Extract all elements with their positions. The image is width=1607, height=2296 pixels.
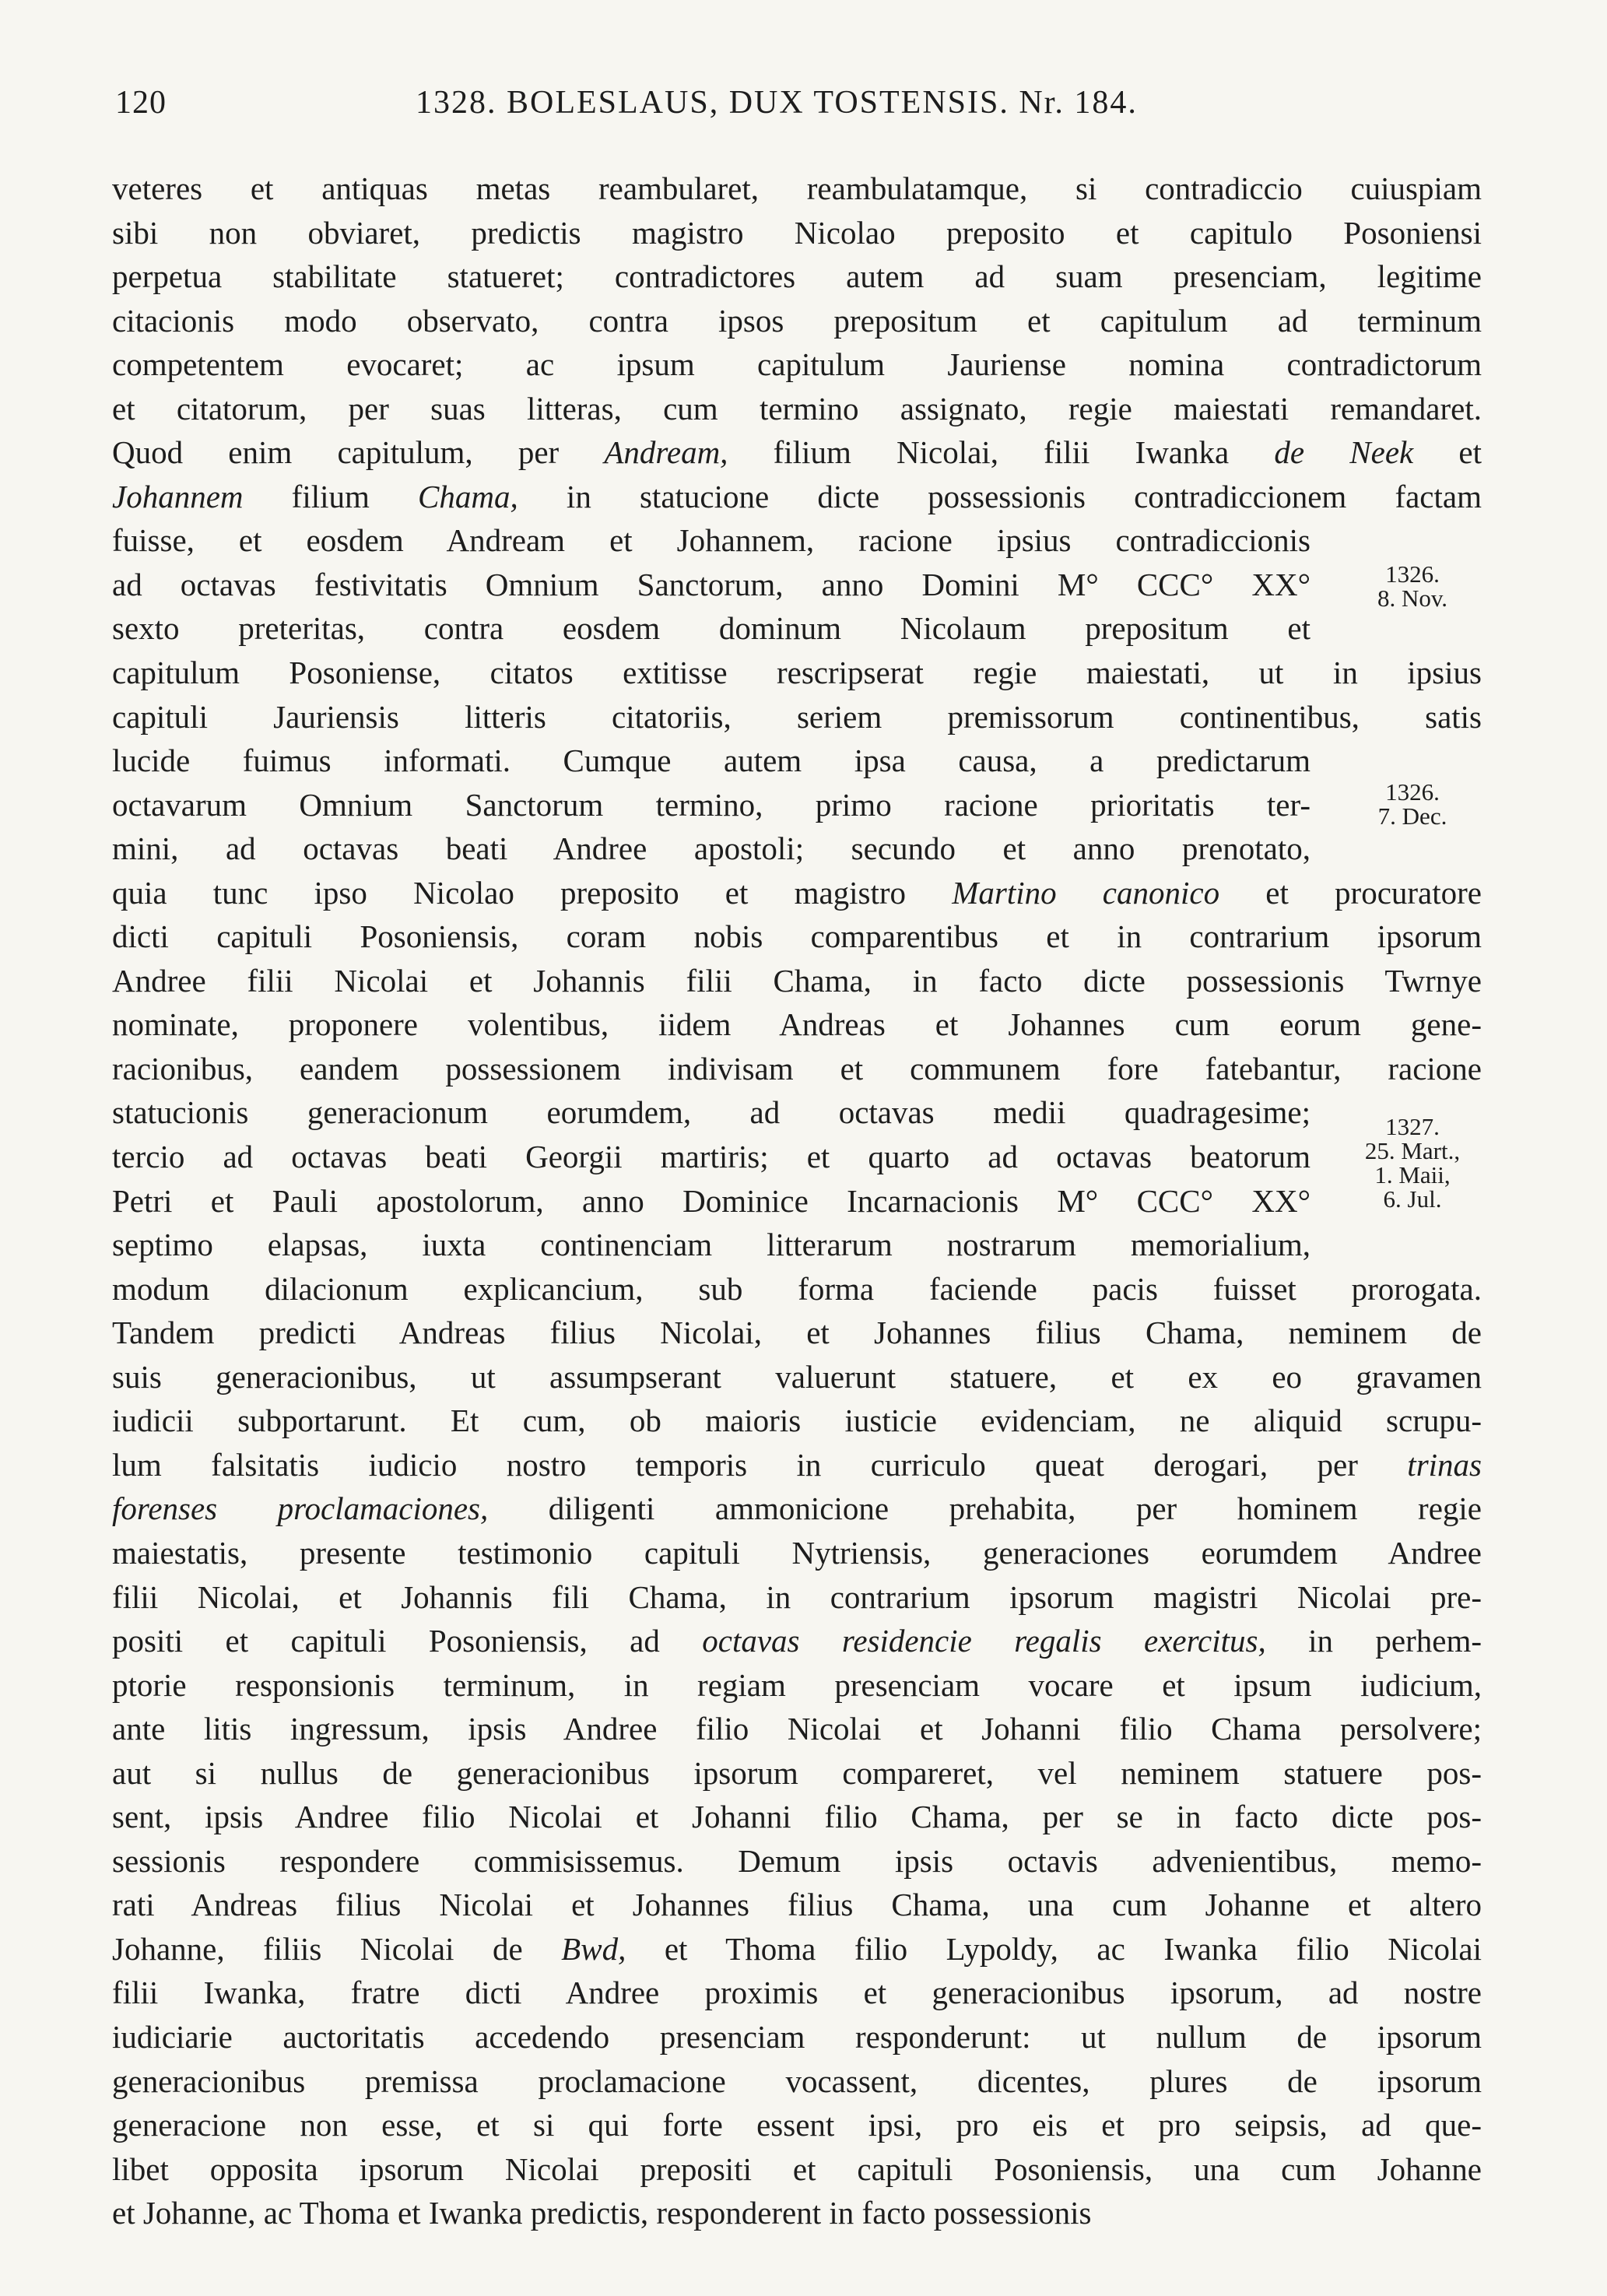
text-segment: veteres et antiquas metas reambularet, reambulatamque, si contradiccio cuiuspiam bbox=[112, 170, 1482, 206]
margin-note-year: 1327. bbox=[1385, 1113, 1440, 1140]
text-segment: sent, ipsis Andree filio Nicolai et Johanni filio Chama, per se in facto dicte pos- bbox=[112, 1799, 1482, 1835]
text-line bbox=[112, 430, 1482, 475]
text-line bbox=[112, 211, 1482, 255]
text-line bbox=[112, 959, 1482, 1003]
italic-name: Johannem bbox=[112, 478, 244, 514]
text-segment: Andree filii Nicolai et Johannis filii Chama, in facto dicte possessionis Twrnye bbox=[112, 962, 1482, 999]
margin-date-note bbox=[1339, 562, 1486, 610]
text-line bbox=[112, 2059, 1482, 2104]
text-line bbox=[112, 827, 1311, 871]
text-segment: filium bbox=[243, 478, 419, 514]
text-segment: aut si nullus de generacionibus ipsorum compareret, vel neminem statuere pos- bbox=[112, 1754, 1482, 1791]
text-segment: in statucione dicte possessionis contradiccionem factam bbox=[518, 478, 1482, 514]
italic-name: Andream, bbox=[604, 434, 728, 471]
text-line bbox=[112, 606, 1311, 651]
margin-note-date: 8. Nov. bbox=[1377, 585, 1448, 612]
text-segment: modum dilacionum explicancium, sub forma faciende pacis fuisset prorogata. bbox=[112, 1270, 1482, 1307]
text-segment: et bbox=[1413, 434, 1482, 471]
text-segment: filii Iwanka, fratre dicti Andree proximis et generacionibus ipsorum, ad nostre bbox=[112, 1975, 1482, 2011]
margin-note-date: 1. Maii, bbox=[1374, 1161, 1451, 1188]
margin-date-note bbox=[1339, 1115, 1486, 1211]
text-line bbox=[112, 1090, 1311, 1135]
text-segment: statucionis generacionum eorumdem, ad octavas medii quadragesime; bbox=[112, 1094, 1311, 1131]
margin-note-date: 7. Dec. bbox=[1377, 802, 1447, 830]
text-segment: et procuratore bbox=[1219, 874, 1482, 911]
text-segment: capituli Jauriensis litteris citatoriis, seriem premissorum continentibus, satis bbox=[112, 698, 1482, 735]
text-segment: iudiciarie auctoritatis accedendo presenciam responderunt: ut nullum de ipsorum bbox=[112, 2018, 1482, 2055]
text-line bbox=[112, 1047, 1482, 1091]
running-head: 1328. BOLESLAUS, DUX TOSTENSIS. Nr. 184. bbox=[416, 85, 1138, 121]
text-line bbox=[112, 1311, 1482, 1355]
text-line bbox=[112, 783, 1311, 827]
text-segment: sessionis respondere commisissemus. Demum ipsis octavis advenientibus, memo- bbox=[112, 1842, 1482, 1879]
margin-note-date: 6. Jul. bbox=[1383, 1185, 1442, 1213]
text-segment: positi et capituli Posoniensis, ad bbox=[112, 1623, 703, 1659]
text-line bbox=[112, 1839, 1482, 1883]
text-line bbox=[112, 651, 1482, 695]
text-segment: Quod enim capitulum, per bbox=[112, 434, 605, 471]
text-line bbox=[112, 255, 1482, 299]
text-line bbox=[112, 1179, 1311, 1223]
text-line bbox=[112, 2147, 1482, 2192]
text-segment: mini, ad octavas beati Andree apostoli; secundo et anno prenotato, bbox=[112, 830, 1311, 867]
text-line bbox=[112, 563, 1311, 607]
text-line bbox=[112, 2103, 1482, 2147]
margin-note-year: 1326. bbox=[1385, 560, 1440, 588]
text-segment: tercio ad octavas beati Georgii martiris; et quarto ad octavas beatorum bbox=[112, 1139, 1311, 1175]
margin-note-date: 25. Mart., bbox=[1364, 1137, 1461, 1164]
text-line bbox=[112, 1575, 1482, 1620]
text-line bbox=[112, 1355, 1482, 1399]
italic-name: octavas residencie regalis exercitus, bbox=[702, 1623, 1266, 1659]
text-line bbox=[112, 1399, 1482, 1443]
italic-name: de Neek bbox=[1274, 434, 1414, 471]
text-segment: in perhem- bbox=[1265, 1623, 1482, 1659]
text-segment: iudicii subportarunt. Et cum, ob maioris iusticie evidenciam, ne aliquid scrupu- bbox=[112, 1403, 1482, 1439]
text-line bbox=[112, 299, 1482, 343]
text-segment: dicti capituli Posoniensis, coram nobis comparentibus et in contrarium ipsorum bbox=[112, 918, 1482, 955]
text-line bbox=[112, 518, 1311, 563]
text-line bbox=[112, 1223, 1311, 1267]
page-header bbox=[0, 84, 1607, 131]
italic-name: trinas bbox=[1407, 1446, 1482, 1483]
text-segment: generacionibus premissa proclamacione vocassent, dicentes, plures de ipsorum bbox=[112, 2063, 1482, 2099]
text-line bbox=[112, 1002, 1482, 1047]
text-line bbox=[112, 1663, 1482, 1708]
text-segment: octavarum Omnium Sanctorum termino, primo racione prioritatis ter- bbox=[112, 786, 1311, 823]
text-segment: citacionis modo observato, contra ipsos prepositum et capitulum ad terminum bbox=[112, 302, 1482, 339]
text-line bbox=[112, 739, 1311, 783]
text-line bbox=[112, 387, 1482, 431]
italic-name: forenses proclamaciones, bbox=[112, 1490, 489, 1527]
text-line bbox=[112, 1619, 1482, 1663]
text-segment: generacione non esse, et si qui forte essent ipsi, pro eis et pro seipsis, ad que- bbox=[112, 2107, 1482, 2143]
text-line bbox=[112, 2015, 1482, 2059]
text-line bbox=[112, 1443, 1482, 1487]
text-segment: et citatorum, per suas litteras, cum termino assignato, regie maiestati remandaret. bbox=[112, 390, 1482, 427]
text-line bbox=[112, 167, 1482, 211]
text-line bbox=[112, 1707, 1482, 1751]
text-segment: competentem evocaret; ac ipsum capitulum Jauriense nomina contradictorum bbox=[112, 346, 1482, 383]
text-segment: diligenti ammonicione prehabita, per hominem regie bbox=[488, 1490, 1482, 1527]
text-segment: ante litis ingressum, ipsis Andree filio Nicolai et Johanni filio Chama persolvere; bbox=[112, 1711, 1482, 1747]
text-segment: quia tunc ipso Nicolao preposito et magistro bbox=[112, 874, 953, 911]
text-segment: ptorie responsionis terminum, in regiam presenciam vocare et ipsum iudicium, bbox=[112, 1666, 1482, 1703]
text-segment: Johanne, filiis Nicolai de bbox=[112, 1930, 562, 1967]
italic-name: Bwd, bbox=[561, 1930, 626, 1967]
text-line bbox=[112, 1135, 1311, 1179]
text-line bbox=[112, 2191, 1482, 2235]
text-line bbox=[112, 475, 1482, 519]
text-segment: septimo elapsas, iuxta continenciam litterarum nostrarum memorialium, bbox=[112, 1227, 1311, 1263]
text-segment: nominate, proponere volentibus, iidem Andreas et Johannes cum eorum gene- bbox=[112, 1006, 1482, 1043]
text-segment: rati Andreas filius Nicolai et Johannes filius Chama, una cum Johanne et altero bbox=[112, 1887, 1482, 1923]
text-segment: capitulum Posoniense, citatos extitisse rescripserat regie maiestati, ut in ipsius bbox=[112, 655, 1482, 691]
text-segment: perpetua stabilitate statueret; contradictores autem ad suam presenciam, legitime bbox=[112, 258, 1482, 295]
text-line bbox=[112, 1751, 1482, 1796]
text-line bbox=[112, 871, 1482, 915]
text-segment: lucide fuimus informati. Cumque autem ipsa causa, a predictarum bbox=[112, 743, 1311, 779]
text-segment: et Johanne, ac Thoma et Iwanka predictis, responderent in facto possessionis bbox=[112, 2195, 1092, 2231]
text-line bbox=[112, 1267, 1482, 1311]
text-segment: sibi non obviaret, predictis magistro Nicolao preposito et capitulo Posoniensi bbox=[112, 214, 1482, 251]
text-segment: lum falsitatis iudicio nostro temporis in curriculo queat derogari, per bbox=[112, 1446, 1408, 1483]
body-text bbox=[112, 167, 1482, 2235]
text-line bbox=[112, 1795, 1482, 1839]
text-line bbox=[112, 1883, 1482, 1927]
text-segment: Tandem predicti Andreas filius Nicolai, et Johannes filius Chama, neminem de bbox=[112, 1315, 1482, 1351]
page-number: 120 bbox=[115, 85, 167, 121]
text-segment: libet opposita ipsorum Nicolai prepositi et capituli Posoniensis, una cum Johanne bbox=[112, 2150, 1482, 2187]
text-segment: filium Nicolai, filii Iwanka bbox=[728, 434, 1275, 471]
margin-date-note bbox=[1339, 780, 1486, 828]
text-segment: maiestatis, presente testimonio capituli Nytriensis, generaciones eorumdem Andree bbox=[112, 1534, 1482, 1571]
text-segment: sexto preteritas, contra eosdem dominum Nicolaum prepositum et bbox=[112, 610, 1311, 647]
italic-name: Chama, bbox=[418, 478, 518, 514]
text-line bbox=[112, 1487, 1482, 1531]
margin-note-year: 1326. bbox=[1385, 778, 1440, 806]
text-segment: suis generacionibus, ut assumpserant valuerunt statuere, et ex eo gravamen bbox=[112, 1358, 1482, 1395]
text-segment: filii Nicolai, et Johannis fili Chama, in contrarium ipsorum magistri Nicolai pre- bbox=[112, 1578, 1482, 1615]
text-line bbox=[112, 342, 1482, 387]
italic-name: Martino canonico bbox=[952, 874, 1220, 911]
text-segment: Petri et Pauli apostolorum, anno Dominice Incarnacionis M° CCC° XX° bbox=[112, 1182, 1311, 1219]
text-segment: et Thoma filio Lypoldy, ac Iwanka filio Nicolai bbox=[626, 1930, 1482, 1967]
text-segment: racionibus, eandem possessionem indivisam et communem fore fatebantur, racione bbox=[112, 1050, 1482, 1087]
text-line bbox=[112, 1927, 1482, 1971]
text-line bbox=[112, 695, 1482, 739]
text-segment: ad octavas festivitatis Omnium Sanctorum, anno Domini M° CCC° XX° bbox=[112, 566, 1311, 602]
text-line bbox=[112, 1971, 1482, 2015]
text-line bbox=[112, 1531, 1482, 1575]
text-line bbox=[112, 915, 1482, 959]
text-segment: fuisse, et eosdem Andream et Johannem, racione ipsius contradiccionis bbox=[112, 522, 1311, 559]
